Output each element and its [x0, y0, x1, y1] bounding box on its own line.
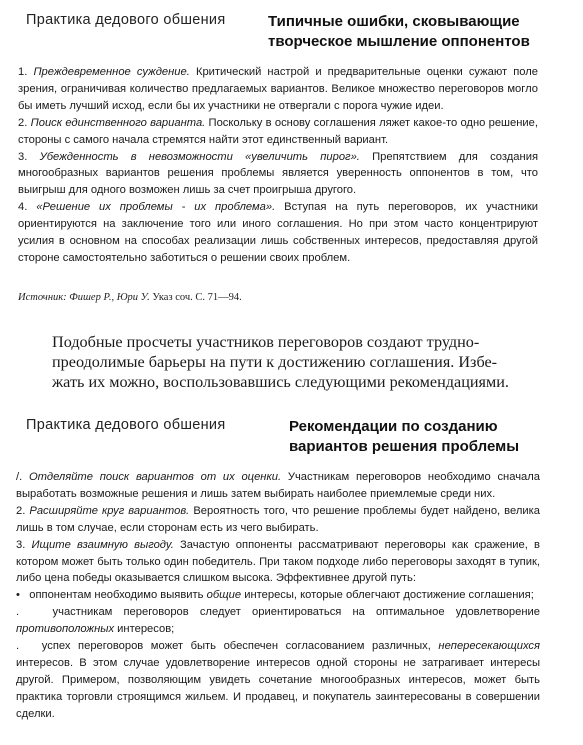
- list-item: /. Отделяйте поиск вариантов от их оценки. Участникам переговоров необходимо сначала выработать возможные решения и лишь затем выбирать наиболее приемлемые среди них.: [16, 471, 541, 500]
- box1-title: [268, 12, 530, 52]
- box2-rubric: Практика дедового обшения: [26, 417, 226, 433]
- list-item: 2. Расширяйте круг вариантов. Вероятность того, что решение проблемы будет найдено, велика лишь в том случае, если сторонам есть из чего выбирать.: [16, 504, 540, 534]
- box2-title-line2: вариантов решения проблемы: [289, 438, 520, 455]
- bullet-item: . успех переговоров может быть обеспечен согласованием различных, непересекающихся интересов. В этом случае удовлетворение интересов одной стороны не затрагивает интересы другой. Примером, позволяющим увидеть сочетание многообразных интересов, может быть практика торговли строящимся жильем. И продавец, и покупатель заинтересованы в совершении сделки.: [16, 640, 540, 720]
- list-item: 3. Ищите взаимную выгоду. Зачастую оппоненты рассматривают переговоры как сражение, в котором может быть только один победитель. При таком подходе либо переговоры заходят в тупик, либо цена победы оказывается слишком высока. Эффективнее другой путь:: [16, 538, 540, 585]
- box1-title-line1: Типичные ошибки, сковывающие: [268, 13, 520, 30]
- box2-list: [16, 469, 540, 723]
- bullet-item: • оппонентам необходимо выявить общие интересы, которые облегчают достижение соглашения;: [16, 589, 534, 602]
- box1-rubric: Практика дедового обшения: [26, 12, 226, 28]
- box1-list: [18, 64, 538, 267]
- list-item: 3. Убежденность в невозможности «увеличить пирог». Препятствием для создания многообразных вариантов решения проблемы является уверенность оппонентов в том, что выигрыш для одного возможен лишь за счет проигрыша другого.: [18, 150, 539, 197]
- list-item: 1. Преждевременное суждение. Критический настрой и предварительные оценки сужают поле зрения, ограничивая количество предлагаемых вариантов. Великое множество переговоров могло бы иметь лучший исход, если бы их участники не отвергали с порога чужие идеи.: [18, 66, 538, 112]
- bullet-item: . участникам переговоров следует ориентироваться на оптимальное удовлетворение противоположных интересов;: [16, 606, 540, 636]
- box1-title-line2: творческое мышление оппонентов: [268, 33, 530, 50]
- box2-title: [289, 417, 519, 457]
- box2-title-line1: Рекомендации по созданию: [289, 418, 498, 435]
- list-item: 4. «Решение их проблемы - их проблема». Вступая на путь переговоров, их участники ориентируются на заключение того или иного соглашения. Но при этом часто концентрируют усилия в основном на способах реализации лишь собственных интересов, предоставляя другой стороне самостоятельно заботиться о решении своих проблем.: [18, 201, 538, 264]
- list-item: 2. Поиск единственного варианта. Поскольку в основу соглашения ляжет какое-то одно решение, стороны с самого начала стремятся найти этот единственный вариант.: [18, 116, 539, 146]
- body-paragraph: Подобные просчеты участников переговоров создают трудно- преодолимые барьеры на пути к достижению соглашения. Избе- жать их можно, воспользовавшись следующими рекомендациями.: [52, 333, 509, 391]
- source-citation: Источник: Фишер Р., Юри У. Указ соч. С. 71—94.: [18, 292, 242, 303]
